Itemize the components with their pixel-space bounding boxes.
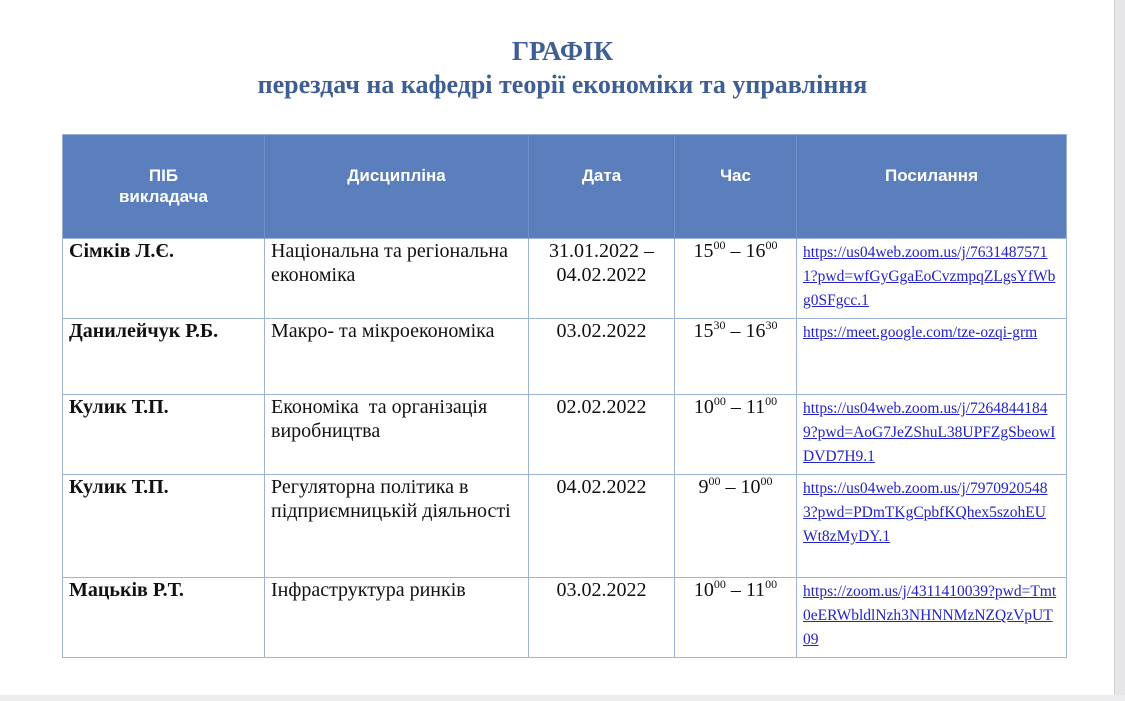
- header-teacher: ПІБ викладача: [63, 135, 265, 239]
- start-hour: 9: [698, 476, 709, 498]
- link-cell: [797, 319, 1067, 395]
- discipline: Інфраструктура ринків: [265, 578, 529, 658]
- end-minute: 00: [760, 474, 773, 488]
- header-link: Посилання: [797, 135, 1067, 239]
- retake-time: $15^{00} - 16^{00}$: [675, 239, 797, 319]
- start-hour: 10: [693, 396, 714, 418]
- retake-date: 02.02.2022: [529, 395, 675, 475]
- retake-time: $10^{00} - 11^{00}$: [675, 578, 797, 658]
- end-hour: 16: [745, 320, 766, 342]
- end-minute: 00: [765, 238, 778, 252]
- start-hour: 15: [693, 320, 714, 342]
- end-minute: 00: [765, 577, 778, 591]
- discipline: Національна та регіональна економіка: [265, 239, 529, 319]
- start-hour: 15: [693, 240, 714, 262]
- retake-time: $15^{30} - 16^{30}$: [675, 319, 797, 395]
- end-minute: 30: [765, 318, 778, 332]
- table-header-row: [63, 135, 1067, 239]
- table-row: [63, 475, 1067, 578]
- start-minute: 30: [713, 318, 726, 332]
- end-hour: 11: [745, 579, 766, 601]
- table-row: [63, 239, 1067, 319]
- header-date: Дата: [529, 135, 675, 239]
- link-cell: [797, 578, 1067, 658]
- start-hour: 10: [693, 579, 714, 601]
- header-discipline: Дисципліна: [265, 135, 529, 239]
- end-minute: 00: [765, 394, 778, 408]
- retake-schedule-table: [62, 134, 1067, 658]
- header-time: Час: [675, 135, 797, 239]
- meeting-link[interactable]: https://meet.google.com/tze-ozqi-grm: [803, 324, 1038, 341]
- link-cell: [797, 395, 1067, 475]
- start-minute: 00: [713, 238, 726, 252]
- retake-date: 04.02.2022: [529, 475, 675, 578]
- table-row: [63, 578, 1067, 658]
- end-hour: 16: [745, 240, 766, 262]
- start-minute: 00: [713, 577, 726, 591]
- page-edge-right: [1114, 0, 1125, 701]
- discipline: Регуляторна політика в підприємницькій діяльності: [265, 475, 529, 578]
- link-cell: [797, 239, 1067, 319]
- document-title: ГРАФІК: [511, 36, 614, 66]
- document-subtitle: перездач на кафедрі теорії економіки та управління: [257, 70, 868, 99]
- end-hour: 11: [745, 396, 766, 418]
- meeting-link[interactable]: https://zoom.us/j/4311410039?pwd=Tmt0eERWbldlNzh3NHNNMzNZQzVpUT09: [803, 583, 1057, 648]
- retake-date: 31.01.2022 – 04.02.2022: [529, 239, 675, 319]
- start-minute: 00: [713, 394, 726, 408]
- retake-date: 03.02.2022: [529, 578, 675, 658]
- discipline: Економіка та організація виробництва: [265, 395, 529, 475]
- teacher-name: Кулик Т.П.: [63, 395, 265, 475]
- meeting-link[interactable]: https://us04web.zoom.us/j/79709205483?pwd=PDmTKgCpbfKQhex5szohEUWt8zMyDY.1: [803, 480, 1048, 545]
- teacher-name: Мацьків Р.Т.: [63, 578, 265, 658]
- retake-time: $9^{00} - 10^{00}$: [675, 475, 797, 578]
- teacher-name: Данилейчук Р.Б.: [63, 319, 265, 395]
- teacher-name: Кулик Т.П.: [63, 475, 265, 578]
- teacher-name: Сімків Л.Є.: [63, 239, 265, 319]
- start-minute: 00: [708, 474, 721, 488]
- page-edge-bottom: [0, 695, 1125, 701]
- discipline: Макро- та мікроекономіка: [265, 319, 529, 395]
- meeting-link[interactable]: https://us04web.zoom.us/j/72648441849?pwd=AoG7JeZShuL38UPFZgSbeowIDVD7H9.1: [803, 400, 1056, 465]
- link-cell: [797, 475, 1067, 578]
- table-row: [63, 319, 1067, 395]
- end-hour: 10: [740, 476, 761, 498]
- meeting-link[interactable]: https://us04web.zoom.us/j/76314875711?pwd=wfGyGgaEoCvzmpqZLgsYfWbg0SFgcc.1: [803, 244, 1056, 309]
- table-row: [63, 395, 1067, 475]
- retake-date: 03.02.2022: [529, 319, 675, 395]
- retake-time: $10^{00} - 11^{00}$: [675, 395, 797, 475]
